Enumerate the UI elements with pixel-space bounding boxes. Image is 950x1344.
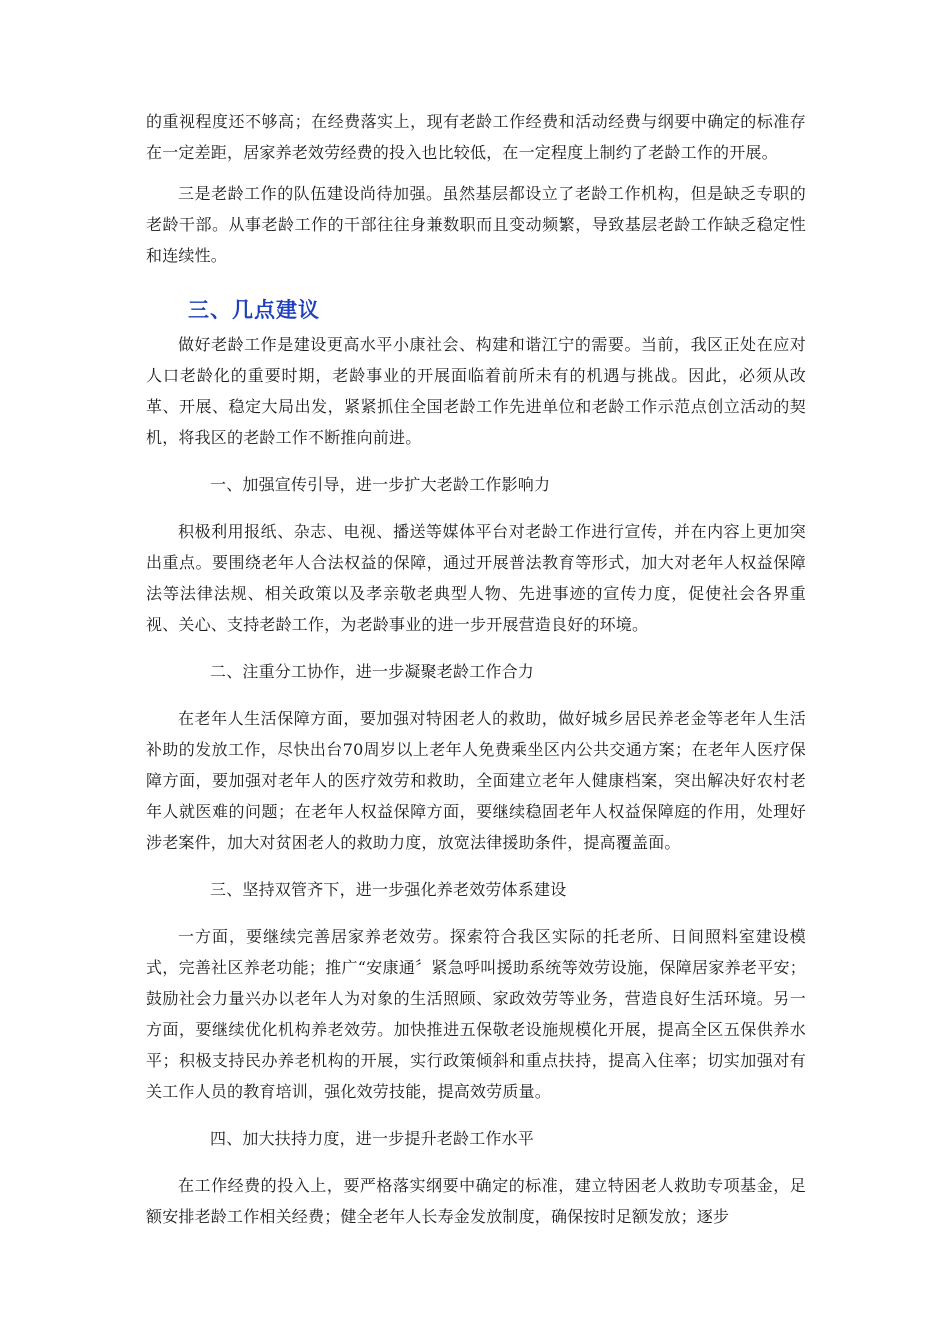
subheading-one: 一、加强宣传引导，进一步扩大老龄工作影响力 bbox=[210, 475, 551, 494]
paragraph-sub-four: 在工作经费的投入上，要严格落实纲要中确定的标准，建立特困老人救助专项基金，足额安排老龄工作相关经费；健全老年人长寿金发放制度，确保按时足额发放；逐步 bbox=[146, 1176, 806, 1226]
paragraph-point-three: 三是老龄工作的队伍建设尚待加强。虽然基层都设立了老龄工作机构，但是缺乏专职的老龄干部。从事老龄工作的干部往往身兼数职而且变动频繁，导致基层老龄工作缺乏稳定性和连续性。 bbox=[146, 184, 806, 265]
subheading-four: 四、加大扶持力度，进一步提升老龄工作水平 bbox=[210, 1129, 535, 1148]
paragraph-sub-two: 在老年人生活保障方面，要加强对特困老人的救助，做好城乡居民养老金等老年人生活补助的发放工作，尽快出台70周岁以上老年人免费乘坐区内公共交通方案；在老年人医疗保障方面，要加强对老年人的医疗效劳和救助，全面建立老年人健康档案，突出解决好农村老年人就医难的问题；在老年人权益保障方面，要继续稳固老年人权益保障庭的作用，处理好涉老案件，加大对贫困老人的救助力度，放宽法律援助条件，提高覆盖面。 bbox=[146, 709, 806, 852]
subheading-two: 二、注重分工协作，进一步凝聚老龄工作合力 bbox=[210, 662, 535, 681]
subheading-three: 三、坚持双管齐下，进一步强化养老效劳体系建设 bbox=[210, 880, 567, 899]
paragraph-continuation: 的重视程度还不够高；在经费落实上，现有老龄工作经费和活动经费与纲要中确定的标准存在一定差距，居家养老效劳经费的投入也比较低，在一定程度上制约了老龄工作的开展。 bbox=[146, 112, 806, 162]
paragraph-sub-one: 积极利用报纸、杂志、电视、播送等媒体平台对老龄工作进行宣传，并在内容上更加突出重点。要围绕老年人合法权益的保障，通过开展普法教育等形式，加大对老年人权益保障法等法律法规、相关政策以及孝亲敬老典型人物、先进事迹的宣传力度，促使社会各界重视、关心、支持老龄工作，为老龄事业的进一步开展营造良好的环境。 bbox=[146, 522, 806, 634]
paragraph-intro: 做好老龄工作是建设更高水平小康社会、构建和谐江宁的需要。当前，我区正处在应对人口老龄化的重要时期，老龄事业的开展面临着前所未有的机遇与挑战。因此，必须从改革、开展、稳定大局出发，紧紧抓住全国老龄工作先进单位和老龄工作示范点创立活动的契机，将我区的老龄工作不断推向前进。 bbox=[146, 335, 806, 447]
document-body bbox=[146, 106, 806, 1232]
paragraph-sub-three: 一方面，要继续完善居家养老效劳。探索符合我区实际的托老所、日间照料室建设模式，完善社区养老功能；推广“安康通〞紧急呼叫援助系统等效劳设施，保障居家养老平安；鼓励社会力量兴办以老年人为对象的生活照顾、家政效劳等业务，营造良好生活环境。另一方面，要继续优化机构养老效劳。加快推进五保敬老设施规模化开展，提高全区五保供养水平；积极支持民办养老机构的开展，实行政策倾斜和重点扶持，提高入住率；切实加强对有关工作人员的教育培训，强化效劳技能，提高效劳质量。 bbox=[146, 927, 806, 1101]
section-heading: 三、几点建议 bbox=[188, 298, 320, 322]
